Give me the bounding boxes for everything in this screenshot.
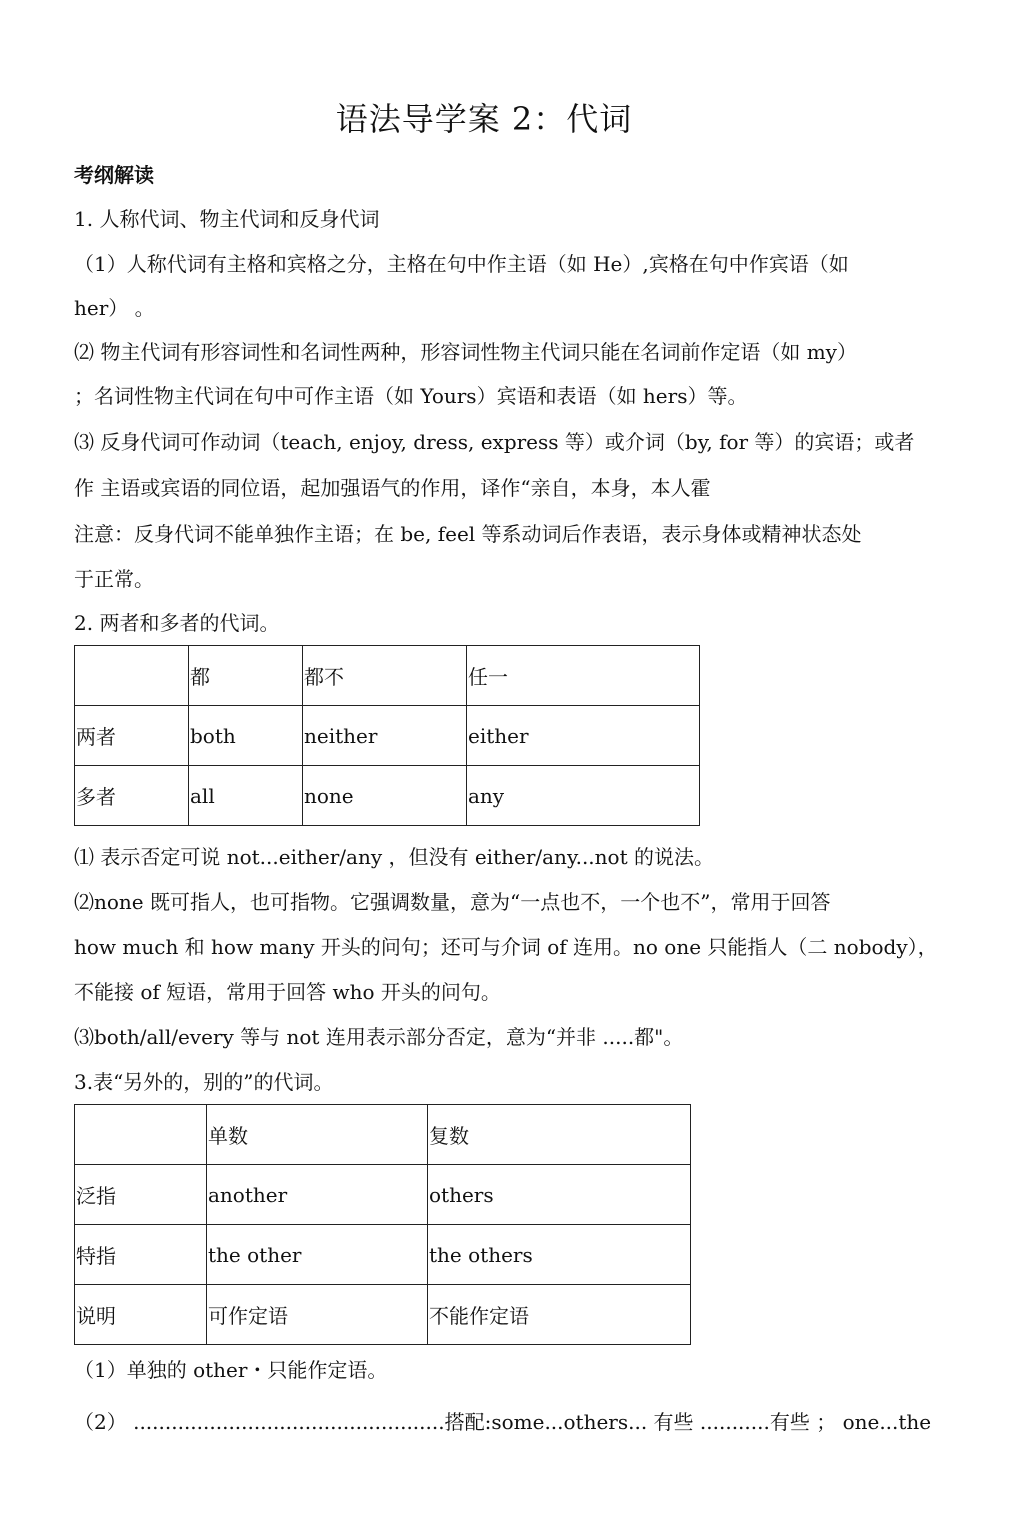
table-cell: 说明 (75, 1285, 207, 1345)
paragraph-16: 3.表“另外的，别的”的代词。 (74, 1070, 334, 1094)
table-cell: 泛指 (75, 1165, 207, 1225)
paragraph-11: ⑴ 表示否定可说 not...either/any ，但没有 either/any...not 的说法。 (74, 845, 714, 869)
pronoun-table-both-many (74, 645, 700, 826)
paragraph-1: 1. 人称代词、物主代词和反身代词 (74, 207, 380, 231)
table-cell: all (189, 766, 303, 826)
table-cell: 多者 (75, 766, 189, 826)
table-cell: any (467, 766, 700, 826)
paragraph-18: （2） .................................................搭配:some...others... 有些 ...........有些 ； one...the (74, 1410, 932, 1434)
table-cell: 任一 (467, 646, 700, 706)
page-title: 语法导学案 2：代词 (335, 100, 633, 138)
table-cell: the others (428, 1225, 691, 1285)
table-cell: 都不 (303, 646, 467, 706)
paragraph-6: ⑶ 反身代词可作动词（teach, enjoy, dress, express 等）或介词（by, for 等）的宾语；或者 (74, 430, 915, 454)
table-cell: 不能作定语 (428, 1285, 691, 1345)
table-row (75, 766, 700, 826)
paragraph-12: ⑵none 既可指人，也可指物。它强调数量，意为“一点也不，一个也不”，常用于回答 (74, 890, 831, 914)
table-cell: 特指 (75, 1225, 207, 1285)
paragraph-3: her） 。 (74, 296, 155, 320)
section-heading: 考纲解读 (74, 163, 154, 187)
table-cell: the other (207, 1225, 428, 1285)
paragraph-15: ⑶both/all/every 等与 not 连用表示部分否定，意为“并非 .....都"。 (74, 1025, 684, 1049)
table-row (75, 706, 700, 766)
paragraph-10: 2. 两者和多者的代词。 (74, 611, 280, 635)
paragraph-2: （1）人称代词有主格和宾格之分，主格在句中作主语（如 He）,宾格在句中作宾语（如 (74, 252, 849, 276)
table-cell: 都 (189, 646, 303, 706)
table-cell: another (207, 1165, 428, 1225)
table-cell (75, 646, 189, 706)
table-cell: 两者 (75, 706, 189, 766)
table-cell: 可作定语 (207, 1285, 428, 1345)
table-row (75, 1165, 691, 1225)
paragraph-9: 于正常。 (74, 567, 154, 591)
paragraph-13: how much 和 how many 开头的问句；还可与介词 of 连用。no one 只能指人（二 nobody）， (74, 935, 938, 959)
table-row (75, 1105, 691, 1165)
paragraph-8: 注意：反身代词不能单独作主语；在 be, feel 等系动词后作表语，表示身体或精神状态处 (74, 522, 862, 546)
table-cell: both (189, 706, 303, 766)
table-cell (75, 1105, 207, 1165)
paragraph-4: ⑵ 物主代词有形容词性和名词性两种，形容词性物主代词只能在名词前作定语（如 my） (74, 340, 857, 364)
pronoun-table-other (74, 1104, 691, 1345)
table-cell: others (428, 1165, 691, 1225)
table-row (75, 646, 700, 706)
table-cell: 单数 (207, 1105, 428, 1165)
table-cell: neither (303, 706, 467, 766)
table-cell: 复数 (428, 1105, 691, 1165)
table-row (75, 1225, 691, 1285)
paragraph-17: （1）单独的 other・只能作定语。 (74, 1358, 388, 1382)
table-cell: either (467, 706, 700, 766)
table-cell: none (303, 766, 467, 826)
paragraph-14: 不能接 of 短语，常用于回答 who 开头的问句。 (74, 980, 501, 1004)
paragraph-5: ；名词性物主代词在句中可作主语（如 Yours）宾语和表语（如 hers）等。 (74, 384, 748, 408)
paragraph-7: 作 主语或宾语的同位语，起加强语气的作用，译作“亲自，本身，本人霍 (74, 476, 711, 500)
table-row (75, 1285, 691, 1345)
